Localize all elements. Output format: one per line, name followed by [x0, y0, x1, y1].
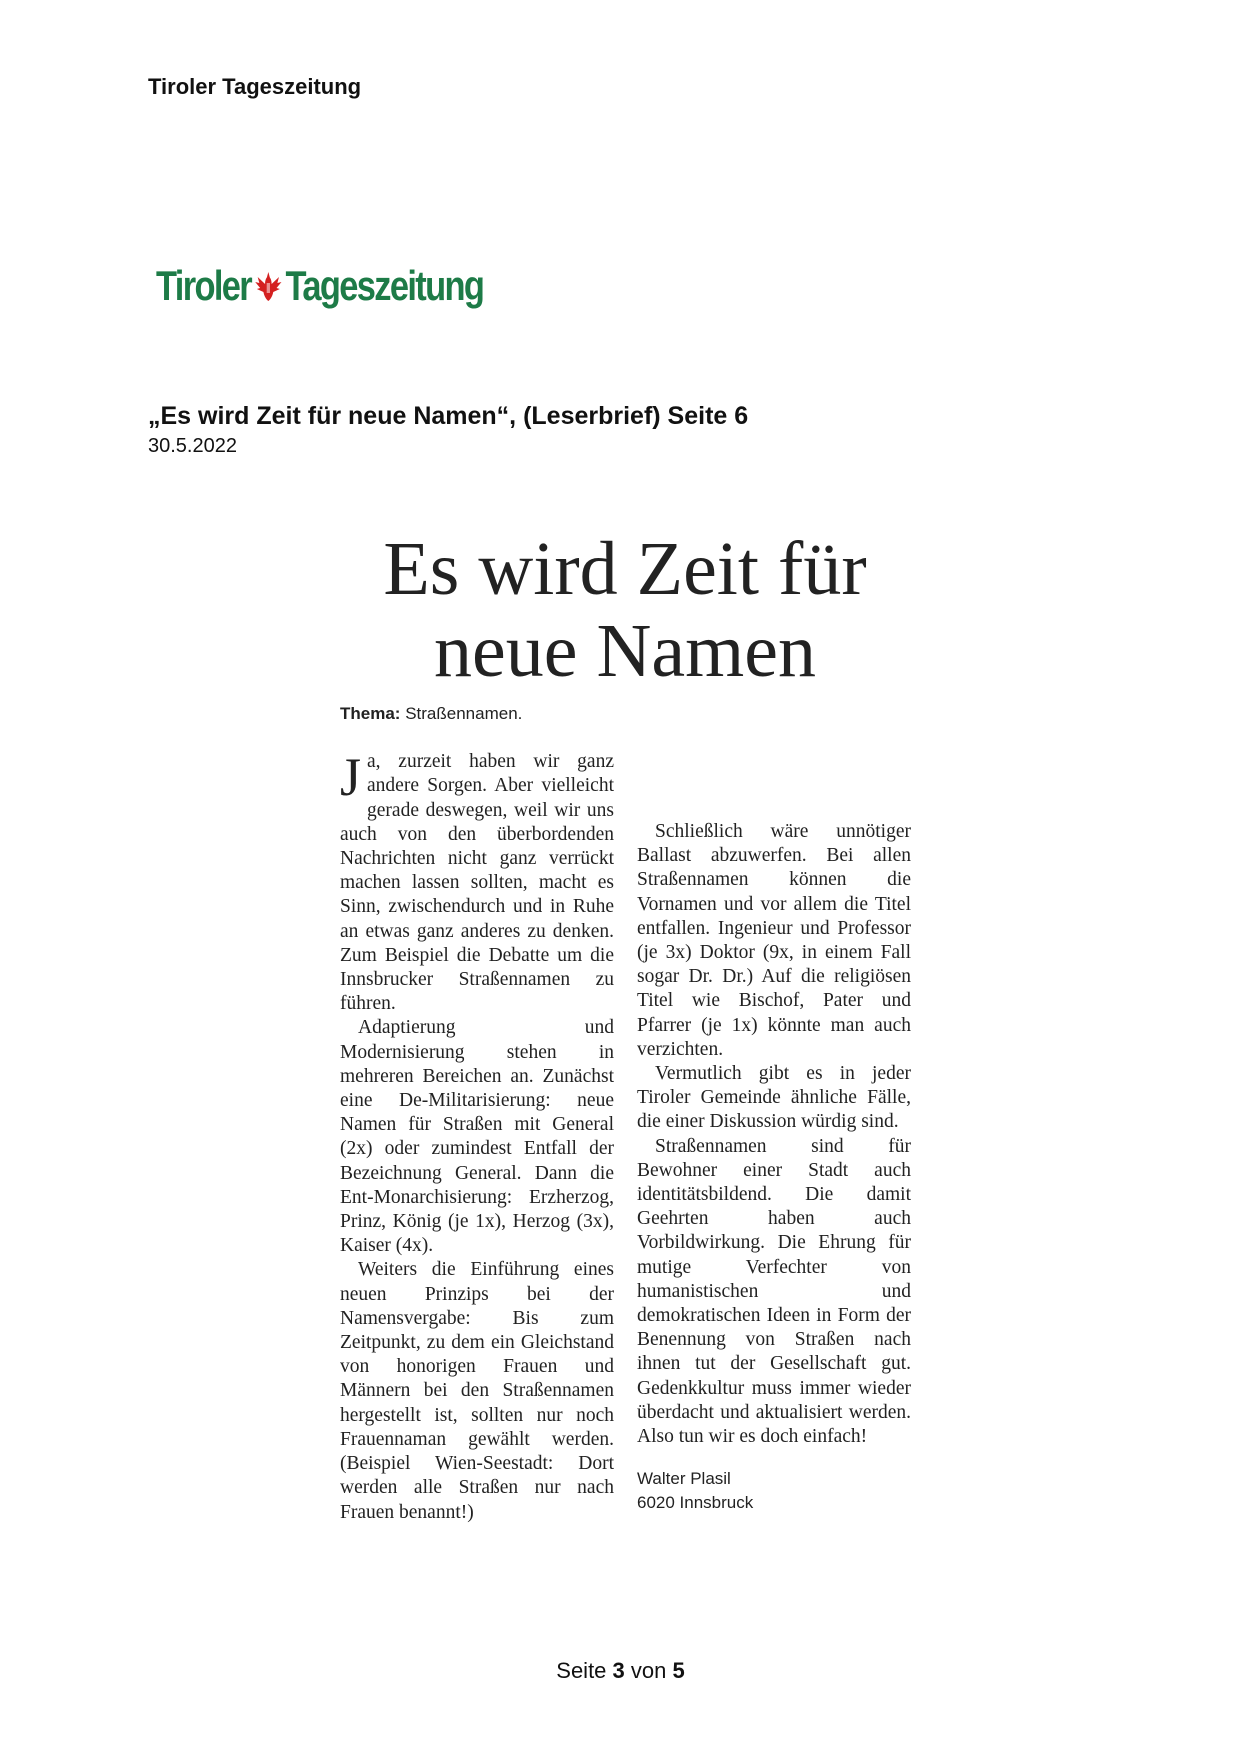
paragraph-4: Schließlich wäre unnötiger Ballast abzuwerfen. Bei allen Straßennamen können die Vornamen und vor allem die Titel entfallen. Ingenieur und Professor (je 3x) Doktor (9x, in einem Fall sogar Dr. Dr.) Auf die religiösen Titel wie Bischof, Pater und Pfarrer (je 1x) könnte man auch verzichten.: [637, 821, 911, 1060]
headline-line-2: neue Namen: [434, 609, 816, 693]
paragraph-1-text: a, zurzeit haben wir ganz andere Sorgen. Aber vielleicht gerade deswegen, weil wir uns auch von den überbordenden Nachrichten nicht ganz verrückt machen lassen sollten, macht es Sinn, zwischendurch und in Ruhe an etwas ganz anderes zu denken. Zum Beispiel die Debatte um die Innsbrucker Straßennamen zu führen.: [340, 751, 614, 1015]
logo-text-left: Tiroler: [156, 262, 252, 309]
paragraph-3: Weiters die Einführung eines neuen Prinzips bei der Namensvergabe: Bis zum Zeitpunkt, zu dem ein Gleichstand von honorigen Frauen und Männern bei den Straßennamen hergestellt ist, sollten nur noch Frauennaman gewählt werden. (Beispiel Wien-Seestadt: Dort werden alle Straßen nur nach Frauen benannt!): [340, 1259, 614, 1523]
paragraph-2: Adaptierung und Modernisierung stehen in mehreren Bereichen an. Zunächst eine De-Militarisierung: neue Namen für Straßen mit General (2x) oder zumindest Entfall der Bezeichnung General. Dann die Ent-Monarchisierung: Erzherzog, Prinz, König (je 1x), Herzog (3x), Kaiser (4x).: [340, 1017, 614, 1257]
page-prefix: Seite: [556, 1658, 613, 1683]
paragraph-6: Straßennamen sind für Bewohner einer Stadt auch identitätsbildend. Die damit Geehrten haben auch Vorbildwirkung. Die Ehrung für mutige Verfechter von humanistischen und demokratischen Ideen in Form der Benennung von Straßen nach ihnen tut der Gesellschaft gut. Gedenkkultur muss immer wieder überdacht und aktualisiert werden. Also tun wir es doch einfach!: [637, 1135, 911, 1448]
total-pages: 5: [672, 1658, 685, 1683]
document-title: „Es wird Zeit für neue Namen“, (Leserbrief) Seite 6: [148, 402, 749, 430]
topic-label: Thema:: [340, 704, 401, 723]
article-column-right: [637, 820, 911, 1515]
newspaper-logo: [156, 262, 483, 310]
document-date: 30.5.2022: [148, 435, 237, 457]
page-counter: [0, 1658, 1241, 1684]
tyrolean-eagle-icon: [254, 269, 282, 303]
article-column-left: [340, 702, 614, 1525]
paragraph-5: Vermutlich gibt es in jeder Tiroler Gemeinde ähnliche Fälle, die einer Diskussion würdig sind.: [637, 1063, 911, 1133]
author-name: Walter Plasil: [637, 1469, 731, 1489]
topic-line: [340, 702, 614, 726]
page-middle: von: [624, 1658, 673, 1683]
article-headline: [340, 528, 910, 692]
current-page: 3: [612, 1658, 625, 1683]
publication-name: Tiroler Tageszeitung: [148, 74, 362, 99]
topic-value: Straßennamen.: [400, 704, 523, 723]
paragraph-1: [340, 747, 614, 1016]
headline-line-1: Es wird Zeit für: [383, 527, 867, 611]
author-location: 6020 Innsbruck: [637, 1493, 754, 1513]
author-signature: [637, 1467, 911, 1515]
logo-text-right: Tageszeitung: [285, 262, 484, 309]
drop-cap: J: [340, 747, 362, 808]
